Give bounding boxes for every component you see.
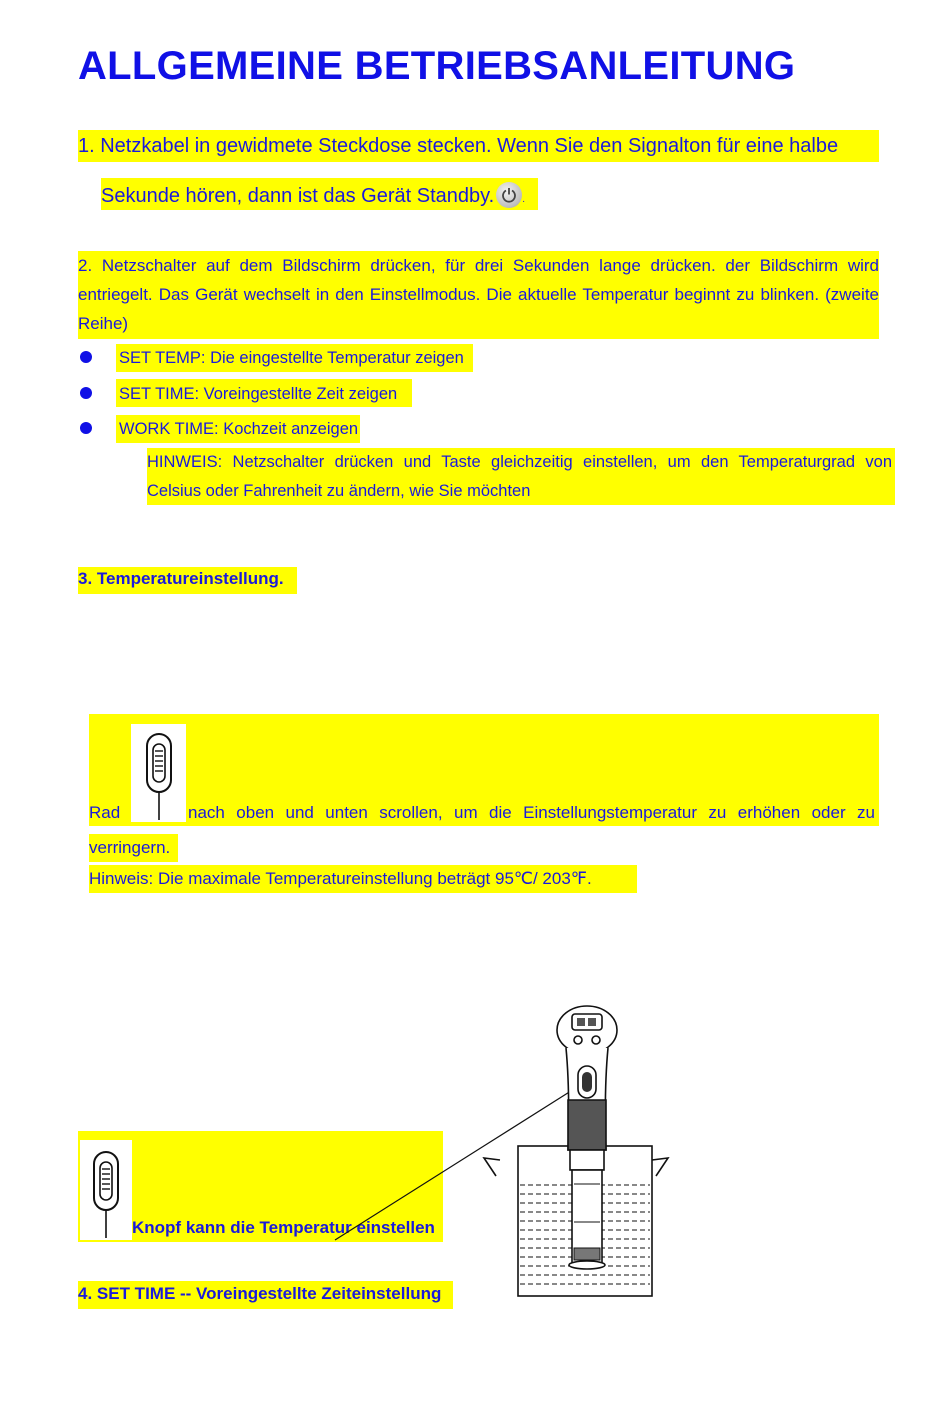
rad-label: Rad: [89, 803, 121, 822]
bullet-dot: [80, 351, 92, 363]
page-title: ALLGEMEINE BETRIEBSANLEITUNG: [78, 44, 796, 88]
power-icon: [496, 182, 522, 208]
pointer-line: [335, 1084, 582, 1240]
knob-caption: Knopf kann die Temperatur einstellen: [132, 1218, 435, 1237]
scroll-wheel-icon: [131, 724, 186, 822]
bullet-set-temp: SET TEMP: Die eingestellte Temperatur zeigen: [119, 349, 464, 367]
bullet-work-time: WORK TIME: Kochzeit anzeigen: [119, 420, 359, 438]
step2-paragraph: 2. Netzschalter auf dem Bildschirm drücken, für drei Sekunden lange drücken. der Bildschirm wird entriegelt. Das Gerät wechselt in den Einstellmodus. Die aktuelle Temperatur beginnt zu blinken. (zweite Reihe): [78, 256, 879, 333]
max-temp-hint: Hinweis: Die maximale Temperatureinstellung beträgt 95℃/ 203℉.: [89, 869, 592, 888]
scroll-wheel-icon: [80, 1140, 132, 1240]
hinweis-note: HINWEIS: Netzschalter drücken und Taste gleichzeitig einstellen, um den Temperaturgrad von Celsius oder Fahrenheit zu ändern, wie Sie möchten: [147, 453, 892, 500]
step1-line2: [101, 181, 525, 215]
step1-line1: 1. Netzkabel in gewidmete Steckdose stecken. Wenn Sie den Signalton für eine halbe: [78, 135, 839, 157]
step4-heading: 4. SET TIME -- Voreingestellte Zeiteinstellung: [78, 1284, 442, 1303]
step1-line2-text: Sekunde hören, dann ist das Gerät Standby.: [101, 185, 495, 207]
step1-suffix: .: [522, 194, 526, 205]
bullet-dot: [80, 387, 92, 399]
step3-heading: 3. Temperatureinstellung.: [78, 569, 284, 588]
rad-text: nach oben und unten scrollen, um die Einstellungstemperatur zu erhöhen oder zu: [188, 803, 875, 822]
sous-vide-device-illustration: [330, 1000, 690, 1310]
rad-text2: verringern.: [89, 838, 171, 857]
bullet-set-time: SET TIME: Voreingestellte Zeit zeigen: [119, 385, 398, 403]
bullet-dot: [80, 422, 92, 434]
